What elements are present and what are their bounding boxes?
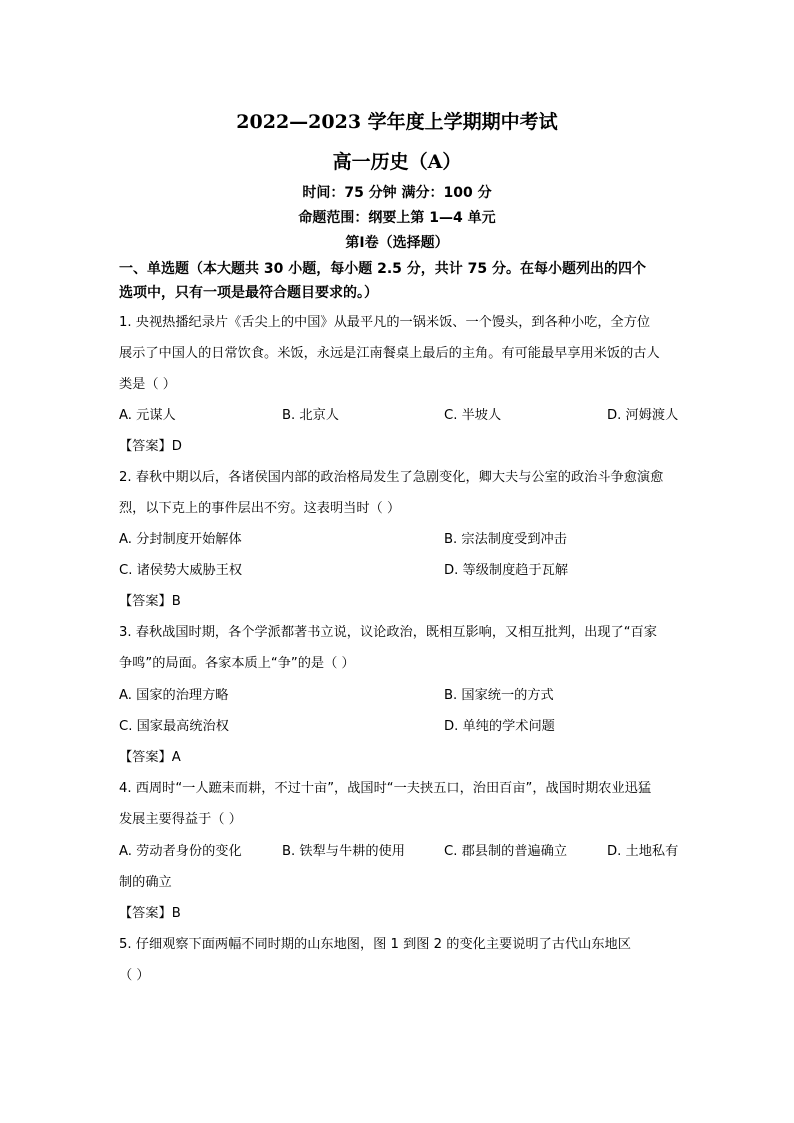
question-3-option-b: B. 国家统一的方式 [444,688,554,703]
question-5-line-2: （ ） [119,968,150,983]
question-3-option-d: D. 单纯的学术问题 [444,719,555,734]
question-3-answer: 【答案】A [119,750,181,765]
section-instructions-cont: 选项中，只有一项是最符合题目要求的。） [119,285,378,301]
question-3-option-c: C. 国家最高统治权 [119,719,229,734]
question-4-line-2: 发展主要得益于（ ） [119,812,242,827]
question-4-option-b: B. 铁犁与牛耕的使用 [282,844,405,859]
question-4-option-d: D. 土地私有 [607,844,679,859]
question-4-option-a: A. 劳动者身份的变化 [119,844,242,859]
exam-title: 2022—2023 学年度上学期期中考试 [236,111,558,133]
question-2-option-a: A. 分封制度开始解体 [119,532,242,547]
question-2-option-d: D. 等级制度趋于瓦解 [444,563,569,578]
exam-subtitle: 高一历史（A） [332,151,462,173]
question-5-line-1: 5. 仔细观察下面两幅不同时期的山东地图，图 1 到图 2 的变化主要说明了古代山东地区 [119,937,631,952]
question-3-option-a: A. 国家的治理方略 [119,688,229,703]
question-1-option-b: B. 北京人 [282,408,339,423]
question-1-answer: 【答案】D [119,439,182,454]
question-1-line-2: 展示了中国人的日常饮食。米饭，永远是江南餐桌上最后的主角。有可能最早享用米饭的古人 [119,346,660,361]
question-1-line-1: 1. 央视热播纪录片《舌尖上的中国》从最平凡的一锅米饭、一个馒头，到各种小吃，全方位 [119,315,651,330]
section-instructions: 一、单选题（本大题共 30 小题，每小题 2.5 分，共计 75 分。在每小题列出的四个 [119,261,647,277]
question-1-line-3: 类是（ ） [119,377,176,392]
question-4-answer: 【答案】B [119,906,181,921]
question-2-option-b: B. 宗法制度受到冲击 [444,532,567,547]
question-2-line-1: 2. 春秋中期以后，各诸侯国内部的政治格局发生了急剧变化，卿大夫与公室的政治斗争愈演愈 [119,470,664,485]
question-4-line-1: 4. 西周时“一人蹠耒而耕，不过十亩”，战国时“一夫挟五口，治田百亩”，战国时期农业迅猛 [119,781,652,796]
question-1-option-c: C. 半坡人 [444,408,502,423]
question-2-option-c: C. 诸侯势大威胁王权 [119,563,243,578]
question-2-line-2: 烈，以下克上的事件层出不穷。这表明当时（ ） [119,501,401,516]
question-2-answer: 【答案】B [119,594,181,609]
volume-heading: 第Ⅰ卷（选择题） [345,235,449,251]
exam-time-info: 时间：75 分钟 满分：100 分 [302,185,492,201]
question-3-line-1: 3. 春秋战国时期，各个学派都著书立说，议论政治，既相互影响，又相互批判，出现了“百家 [119,625,657,640]
question-4-option-c: C. 郡县制的普遍确立 [444,844,568,859]
question-1-option-d: D. 河姆渡人 [607,408,679,423]
question-3-line-2: 争鸣”的局面。各家本质上“争”的是（ ） [119,656,355,671]
question-4-option-d-cont: 制的确立 [119,875,172,890]
exam-scope: 命题范围：纲要上第 1—4 单元 [298,210,496,226]
question-1-option-a: A. 元谋人 [119,408,176,423]
